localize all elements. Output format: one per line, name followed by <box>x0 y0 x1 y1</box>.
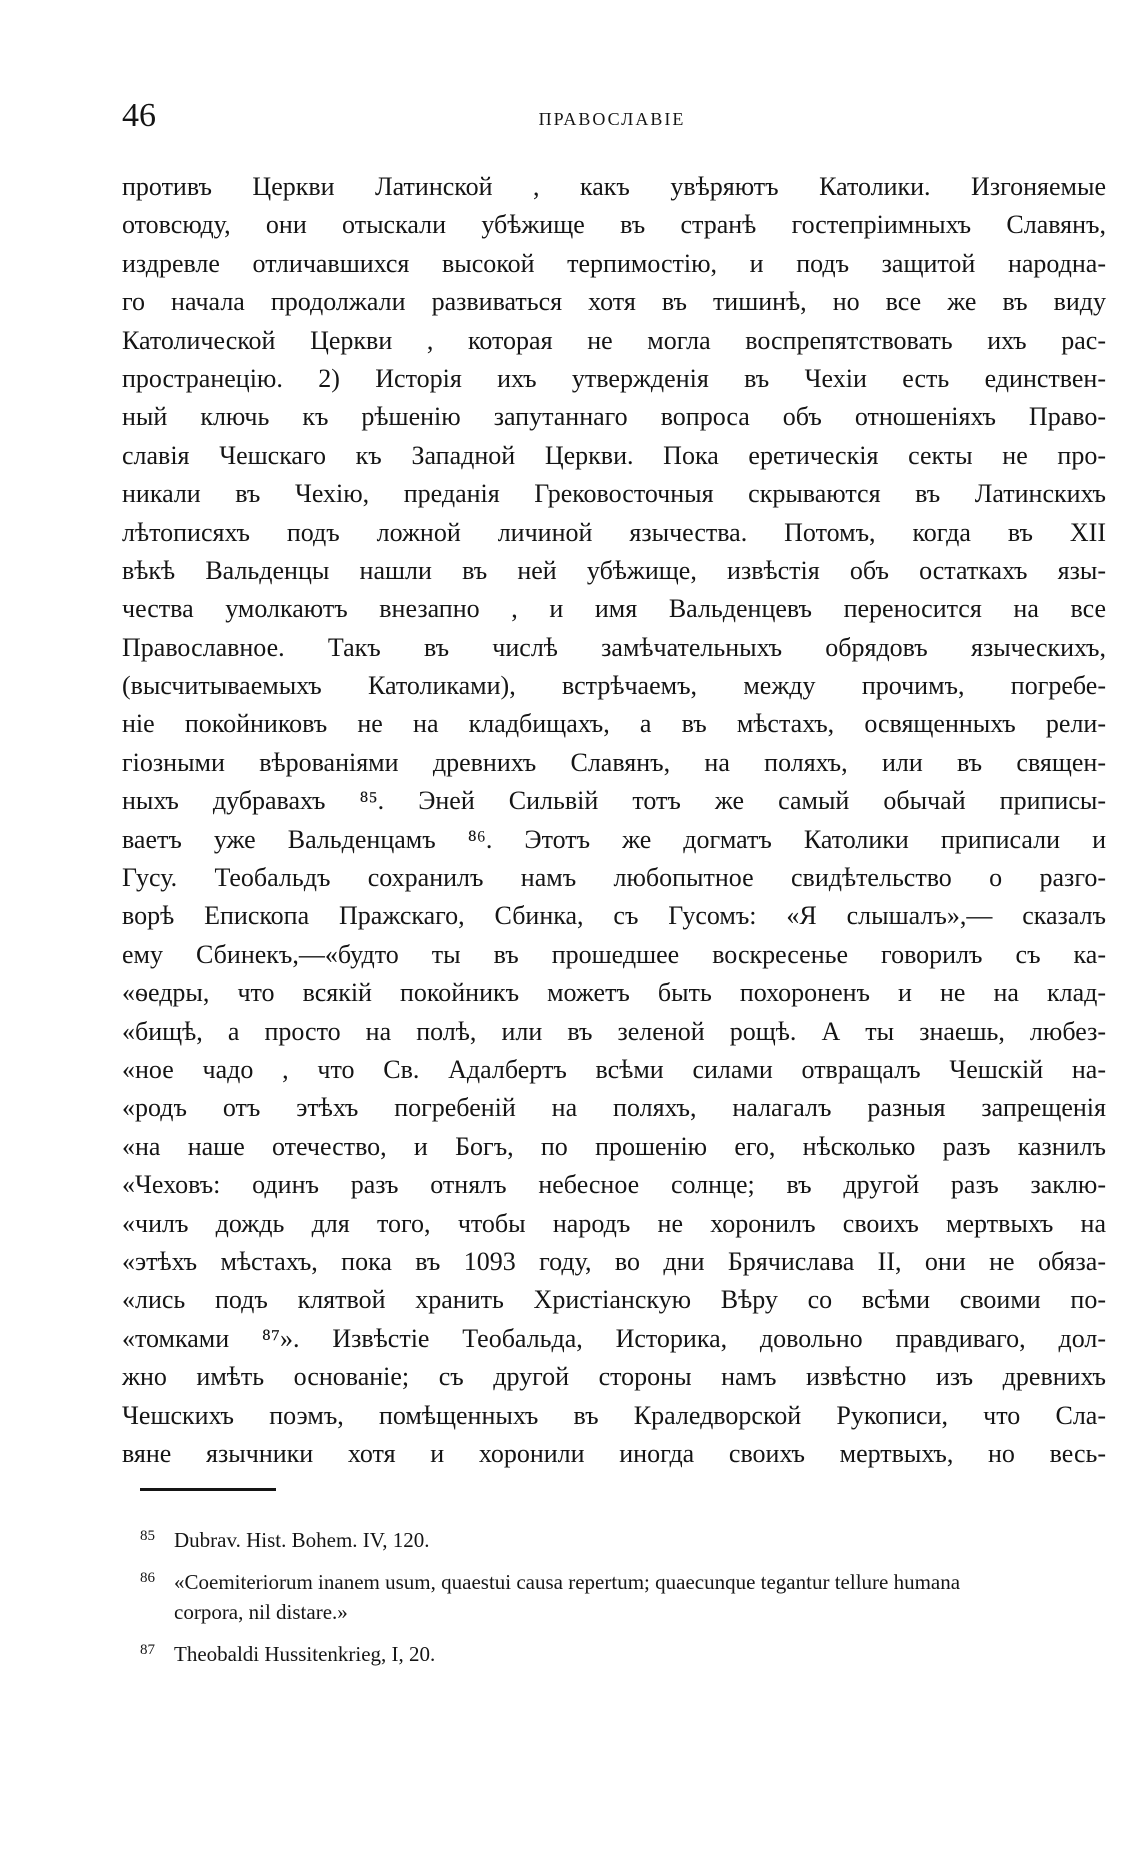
text-line: Православное. Такъ въ числѣ замѣчательныхъ обрядовъ языческихъ, <box>122 632 1106 662</box>
page-header <box>122 96 1102 146</box>
footnote-number: 87 <box>140 1642 155 1658</box>
text-line: «лись подъ клятвой хранить Христіанскую Вѣру со всѣми своими по- <box>122 1285 1106 1315</box>
footnote-85 <box>140 1525 1100 1555</box>
footnote-text: «Coemiteriorum inanem usum, quaestui causa repertum; quaecunque tegantur tellure humana <box>174 1570 961 1594</box>
text-line: ніе покойниковъ не на кладбищахъ, а въ мѣстахъ, освященныхъ рели- <box>122 709 1106 739</box>
text-line: Гусу. Теобальдъ сохранилъ намъ любопытное свидѣтельство о разго- <box>122 863 1106 893</box>
text-line: «этѣхъ мѣстахъ, пока въ 1093 году, во дни Брячислава II, они не обяза- <box>122 1246 1106 1276</box>
footnote-text: Dubrav. Hist. Bohem. IV, 120. <box>174 1528 430 1552</box>
text-line: «Чеховъ: одинъ разъ отнялъ небесное солнце; въ другой разъ заклю- <box>122 1170 1106 1200</box>
footnote-number: 85 <box>140 1528 155 1544</box>
text-line: Чешскихъ поэмъ, помѣщенныхъ въ Краледворской Рукописи, что Сла- <box>122 1400 1106 1430</box>
footnote-text: corpora, nil distare.» <box>174 1600 348 1624</box>
footnote-86 <box>140 1567 1100 1627</box>
text-line: ворѣ Епископа Пражскаго, Сбинка, съ Гусомъ: «Я слышалъ»,— сказалъ <box>122 901 1106 931</box>
page-number: 46 <box>122 97 156 134</box>
text-line: вяне язычники хотя и хоронили иногда своихъ мертвыхъ, но весь- <box>122 1438 1106 1468</box>
text-line: го начала продолжали развиваться хотя въ тишинѣ, но все же въ виду <box>122 287 1106 317</box>
text-line: ваетъ уже Вальденцамъ ⁸⁶. Этотъ же догматъ Католики приписали и <box>122 824 1106 854</box>
text-line: пространецію. 2) Исторія ихъ утвержденія въ Чехіи есть единствен- <box>122 363 1106 393</box>
text-line: «на наше отечество, и Богъ, по прошенію его, нѣсколько разъ казнилъ <box>122 1131 1106 1161</box>
footnotes <box>140 1525 1100 1681</box>
text-line: вѣкѣ Вальденцы нашли въ ней убѣжище, извѣстія объ остаткахъ язы- <box>122 555 1106 585</box>
text-line: «ѳедры, что всякій покойникъ можетъ быть похороненъ и не на клад- <box>122 978 1106 1008</box>
footnote-divider <box>140 1488 276 1491</box>
body-text <box>122 168 1106 1473</box>
running-head: ПРАВОСЛАВІЕ <box>538 109 686 129</box>
text-line: жно имѣть основаніе; съ другой стороны намъ извѣстно изъ древнихъ <box>122 1362 1106 1392</box>
footnote-text: Theobaldi Hussitenkrieg, I, 20. <box>174 1642 436 1666</box>
text-line: «родъ отъ этѣхъ погребеній на поляхъ, налагалъ разныя запрещенія <box>122 1093 1106 1123</box>
text-line: противъ Церкви Латинской , какъ увѣряютъ Католики. Изгоняемые <box>122 172 1106 201</box>
text-line: Католической Церкви , которая не могла воспрепятствовать ихъ рас- <box>122 325 1106 355</box>
text-line: лѣтописяхъ подъ ложной личиной язычества. Потомъ, когда въ XII <box>122 517 1106 547</box>
footnote-87 <box>140 1639 1100 1669</box>
text-line: «томками ⁸⁷». Извѣстіе Теобальда, Историка, довольно правдиваго, дол- <box>122 1323 1106 1353</box>
text-line: никали въ Чехію, преданія Грековосточныя скрываются въ Латинскихъ <box>122 479 1106 509</box>
text-line: (высчитываемыхъ Католиками), встрѣчаемъ, между прочимъ, погребе- <box>122 671 1106 701</box>
text-line: «бищѣ, а просто на полѣ, или въ зеленой рощѣ. А ты знаешь, любез- <box>122 1016 1106 1046</box>
text-line: чества умолкаютъ внезапно , и имя Вальденцевъ переносится на все <box>122 594 1106 624</box>
text-line: ему Сбинекъ,—«будто ты въ прошедшее воскресенье говорилъ съ ка- <box>122 939 1106 969</box>
text-line: издревле отличавшихся высокой терпимостію, и подъ защитой народна- <box>122 248 1106 278</box>
text-line: отовсюду, они отыскали убѣжище въ странѣ гостепріимныхъ Славянъ, <box>122 210 1106 240</box>
footnote-number: 86 <box>140 1570 155 1586</box>
text-line: «чилъ дождь для того, чтобы народъ не хоронилъ своихъ мертвыхъ на <box>122 1208 1106 1238</box>
text-line: гіозными вѣрованіями древнихъ Славянъ, на поляхъ, или въ священ- <box>122 747 1106 777</box>
text-line: ный ключь къ рѣшенію запутаннаго вопроса объ отношеніяхъ Право- <box>122 402 1106 432</box>
text-line: ныхъ дубравахъ ⁸⁵. Эней Сильвій тотъ же самый обычай приписы- <box>122 786 1106 816</box>
text-line: славія Чешскаго къ Западной Церкви. Пока еретическія секты не про- <box>122 440 1106 470</box>
text-line: «ное чадо , что Св. Адалбертъ всѣми силами отвращалъ Чешскій на- <box>122 1054 1106 1084</box>
